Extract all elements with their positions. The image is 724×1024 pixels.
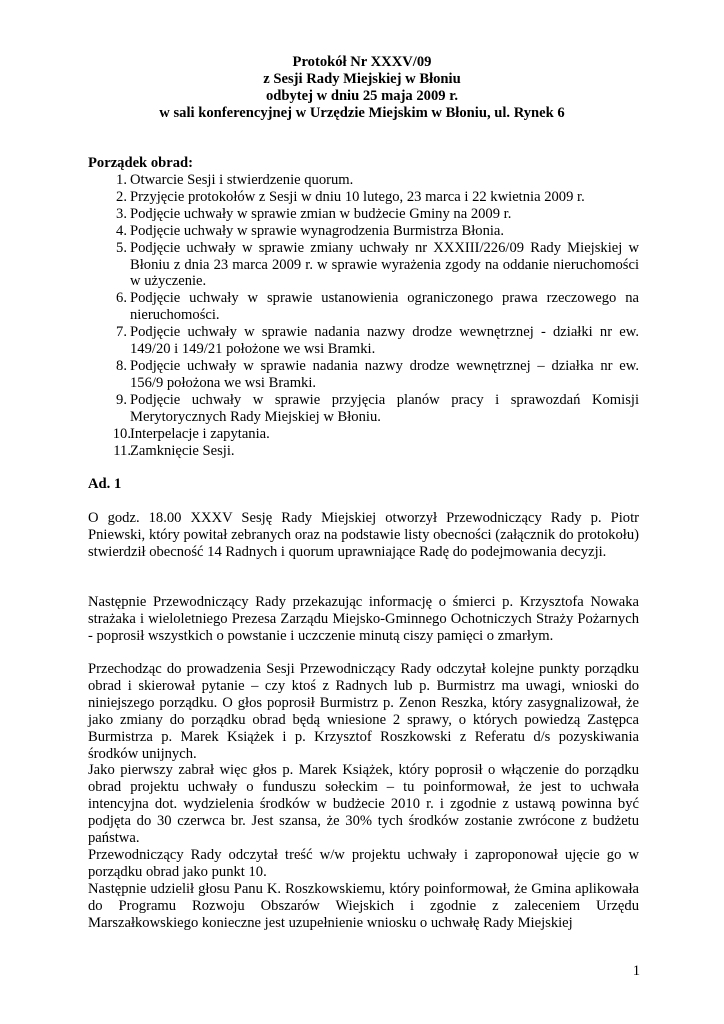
agenda-item-number: 9. <box>116 391 127 408</box>
agenda-item-text: Podjęcie uchwały w sprawie wynagrodzenia Burmistrza Błonia. <box>130 222 505 239</box>
agenda-item <box>88 223 639 240</box>
agenda-item-text: Interpelacje i zapytania. <box>130 425 270 442</box>
paragraph-line: Przewodniczący Rady odczytał treść w/w projektu uchwały i zaproponował ujęcie go w porządku obrad jako punkt 10. <box>88 846 639 880</box>
agenda-item-number: 3. <box>116 205 127 222</box>
agenda-item-text: Zamknięcie Sesji. <box>130 442 235 459</box>
session-location: w sali konferencyjnej w Urzędzie Miejskim w Błoniu, ul. Rynek 6 <box>159 104 565 121</box>
ad1-opening-paragraph: O godz. 18.00 XXXV Sesję Rady Miejskiej otworzył Przewodniczący Rady p. Piotr Pniewski, który powitał zebranych oraz na podstawie listy obecności (załącznik do protokołu) stwierdził obecność 14 Radnych i quorum uprawniające Radę do podejmowania decyzji. <box>88 510 639 560</box>
agenda-item <box>88 324 639 358</box>
ad1-heading: Ad. 1 <box>88 476 122 492</box>
agenda-item-number: 8. <box>116 357 127 374</box>
protocol-header <box>0 54 724 122</box>
agenda-title: Porządek obrad: <box>88 155 193 171</box>
paragraph-line: Jako pierwszy zabrał więc głos p. Marek Książek, który poprosił o włączenie do porządku obrad projektu uchwały o funduszu sołeckim – tu poinformował, że jest to uchwała intencyjna dot. wydzielenia środków w budżecie 2010 r. i zgodnie z ustawą powinna być podjęta do 30 czerwca br. Jest szansa, że 30% tych środków zostanie zwrócone z budżetu państwa. <box>88 762 639 847</box>
agenda-item-text: Podjęcie uchwały w sprawie zmian w budżecie Gminy na 2009 r. <box>130 205 512 222</box>
agenda-item <box>88 443 639 460</box>
agenda-item-number: 1. <box>116 172 127 188</box>
agenda-item-number: 10. <box>112 425 131 442</box>
agenda-item <box>88 358 639 392</box>
agenda-item-number: 7. <box>116 324 127 341</box>
protocol-title: Protokół Nr XXXV/09 <box>292 54 432 70</box>
agenda-item-number: 11. <box>113 442 131 459</box>
paragraph-line: Przechodząc do prowadzenia Sesji Przewodniczący Rady odczytał kolejne punkty porządku obrad i skierował pytanie – czy ktoś z Radnych lub p. Burmistrz ma uwagi, wnioski do niniejszego porządku. O głos poprosił Burmistrz p. Zenon Reszka, który zasygnalizował, że jako zmiany do porządku obrad będą wniesione 2 sprawy, o których powiedzą Zastępca Burmistrza p. Marek Książek i p. Krzysztof Roszkowski z Referatu d/s pozyskiwania środków unijnych. <box>88 661 639 762</box>
agenda-item-text: Podjęcie uchwały w sprawie przyjęcia planów pracy i sprawozdań Komisji Merytorycznych Rady Miejskiej w Błoniu. <box>130 391 639 425</box>
agenda-item <box>88 290 639 324</box>
session-name: z Sesji Rady Miejskiej w Błoniu <box>263 70 461 87</box>
agenda-item-text: Podjęcie uchwały w sprawie nadania nazwy drodze wewnętrznej – działka nr ew. 156/9 położona we wsi Bramki. <box>130 357 639 391</box>
agenda-item <box>88 392 639 426</box>
agenda-item-number: 5. <box>116 239 127 256</box>
agenda-item <box>88 206 639 223</box>
agenda-item-number: 4. <box>116 222 127 239</box>
agenda-item <box>88 189 639 206</box>
agenda-item-number: 6. <box>116 290 127 307</box>
agenda-item-number: 2. <box>116 188 127 205</box>
agenda-item-text: Podjęcie uchwały w sprawie nadania nazwy drodze wewnętrznej - działki nr ew. 149/20 i 149/21 położone we wsi Bramki. <box>130 324 639 358</box>
agenda-item <box>88 426 639 443</box>
ad1-tribute-paragraph: Następnie Przewodniczący Rady przekazując informację o śmierci p. Krzysztofa Nowaka strażaka i wieloletniego Prezesa Zarządu Miejsko-Gminnego Ochotniczych Straży Pożarnych - poprosił wszystkich o powstanie i uczczenie minutą ciszy pamięci o zmarłym. <box>88 594 639 644</box>
session-date: odbytej w dniu 25 maja 2009 r. <box>265 87 459 104</box>
agenda-item-text: Podjęcie uchwały w sprawie zmiany uchwały nr XXXIII/226/09 Rady Miejskiej w Błoniu z dnia 23 marca 2009 r. w sprawie wyrażenia zgody na oddanie nieruchomości w użyczenie. <box>130 239 639 290</box>
agenda-item <box>88 240 639 291</box>
ad1-agenda-changes <box>88 661 639 932</box>
agenda-item-text: Przyjęcie protokołów z Sesji w dniu 10 lutego, 23 marca i 22 kwietnia 2009 r. <box>130 188 585 205</box>
paragraph-line: Następnie udzielił głosu Panu K. Roszkowskiemu, który poinformował, że Gmina aplikowała do Programu Rozwoju Obszarów Wiejskich i zgodnie z zaleceniem Urzędu Marszałkowskiego konieczne jest uzupełnienie wniosku o uchwałę Rady Miejskiej <box>88 880 639 931</box>
agenda-item-text: Podjęcie uchwały w sprawie ustanowienia ograniczonego prawa rzeczowego na nieruchomości. <box>130 290 639 324</box>
agenda-item-text: Otwarcie Sesji i stwierdzenie quorum. <box>130 172 354 188</box>
agenda-list <box>88 172 639 459</box>
agenda-item <box>88 172 639 189</box>
page-number: 1 <box>632 963 640 979</box>
